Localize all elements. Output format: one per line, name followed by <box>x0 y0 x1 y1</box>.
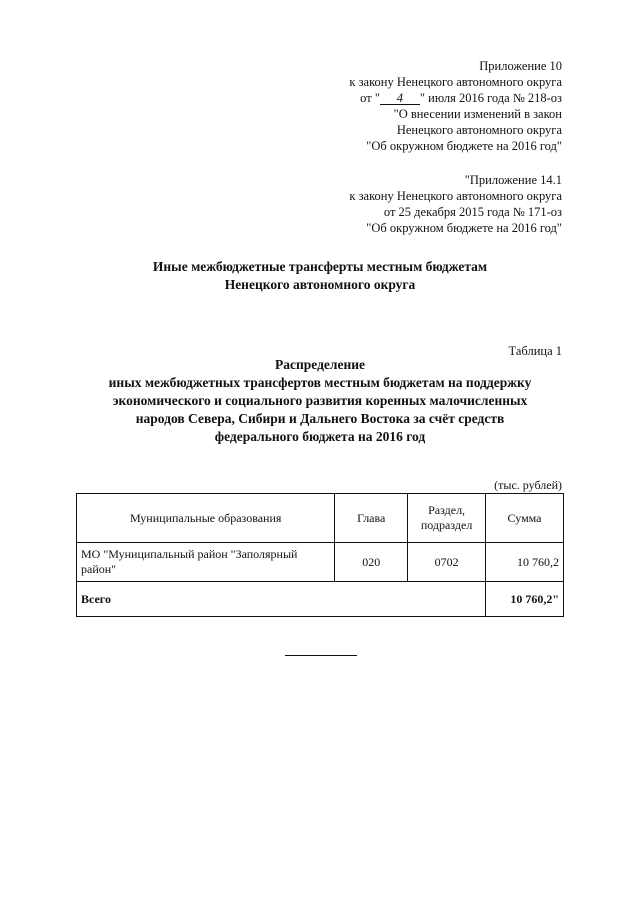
header-section <box>408 494 486 543</box>
total-label: Всего <box>77 582 486 617</box>
annex-14-1-budget-line: "Об окружном бюджете на 2016 год" <box>366 221 562 235</box>
header-section-line-2: подраздел <box>420 518 473 532</box>
total-sum: 10 760,2" <box>486 582 564 617</box>
annex-10-amend-line: "О внесении изменений в закон <box>393 107 562 121</box>
table-row <box>77 543 564 582</box>
distribution-title-line-5: федерального бюджета на 2016 год <box>214 429 426 444</box>
table-header-row <box>77 494 564 543</box>
annex-10-header <box>349 58 562 154</box>
header-sum: Сумма <box>486 494 564 543</box>
transfers-table <box>76 493 564 617</box>
document-title-line-2: Ненецкого автономного округа <box>224 277 416 292</box>
annex-10-law-ref: к закону Ненецкого автономного округа <box>349 75 562 89</box>
annex-14-1-title: "Приложение 14.1 <box>464 173 562 187</box>
header-section-line-1: Раздел, <box>428 503 466 517</box>
table-label: Таблица 1 <box>508 344 562 358</box>
distribution-title-line-4: народов Севера, Сибири и Дальнего Востока за счёт средств <box>135 411 505 426</box>
distribution-title <box>0 356 640 446</box>
annex-14-1-header <box>349 172 562 236</box>
cell-chapter: 020 <box>335 543 408 582</box>
distribution-title-line-2: иных межбюджетных трансфертов местным бюджетам на поддержку <box>108 375 532 390</box>
annex-10-date-prefix: от " <box>360 91 380 105</box>
cell-sum: 10 760,2 <box>486 543 564 582</box>
annex-10-okrug-line: Ненецкого автономного округа <box>396 123 562 137</box>
table-total-row <box>77 582 564 617</box>
cell-municipality: МО "Муниципальный район "Заполярный район" <box>77 543 335 582</box>
annex-10-date-suffix: " июля 2016 года № 218-оз <box>419 91 562 105</box>
annex-10-budget-line: "Об окружном бюджете на 2016 год" <box>366 139 562 153</box>
annex-10-date-day: 4 <box>380 92 420 105</box>
annex-14-1-date-line: от 25 декабря 2015 года № 171-оз <box>383 205 562 219</box>
distribution-title-line-1: Распределение <box>274 357 366 372</box>
header-municipality: Муниципальные образования <box>77 494 335 543</box>
annex-10-date-line <box>349 90 562 106</box>
annex-14-1-law-ref: к закону Ненецкого автономного округа <box>349 189 562 203</box>
units-label: (тыс. рублей) <box>494 478 562 492</box>
distribution-title-line-3: экономического и социального развития коренных малочисленных <box>112 393 528 408</box>
annex-10-title: Приложение 10 <box>479 59 562 73</box>
cell-section: 0702 <box>408 543 486 582</box>
document-title <box>0 258 640 294</box>
document-title-line-1: Иные межбюджетные трансферты местным бюджетам <box>152 259 488 274</box>
header-chapter: Глава <box>335 494 408 543</box>
end-divider <box>285 655 357 656</box>
